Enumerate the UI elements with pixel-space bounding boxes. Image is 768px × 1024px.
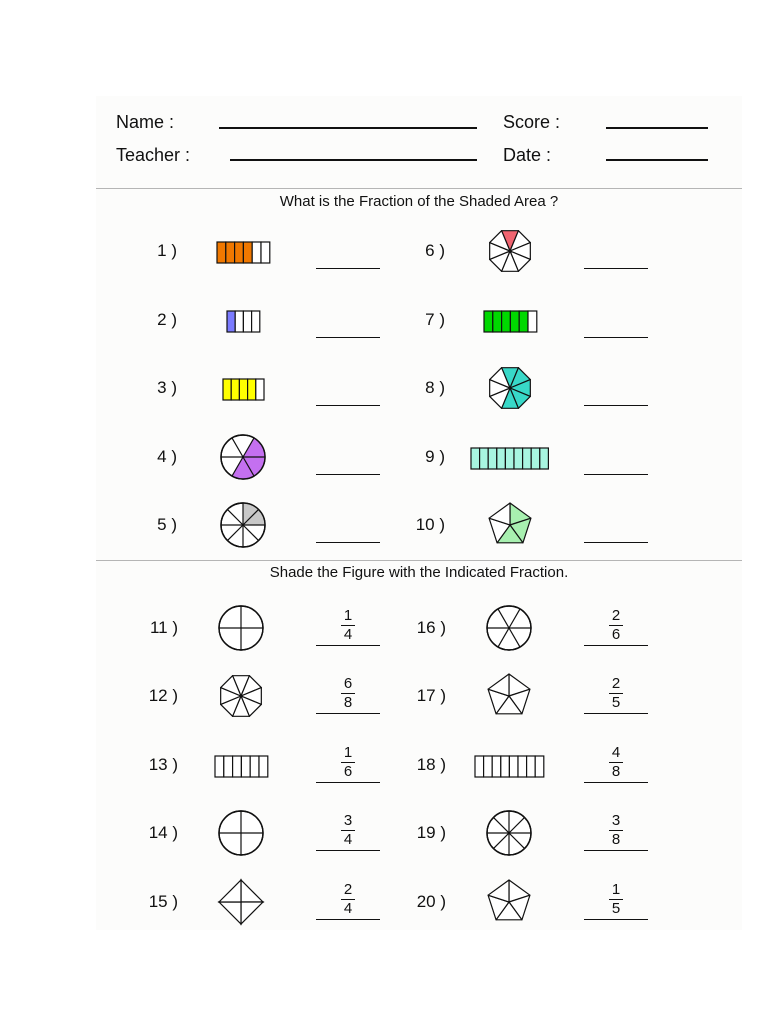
answer-blank[interactable]	[316, 268, 380, 269]
problem-number: 14 )	[148, 823, 178, 842]
problem-number: 6 )	[425, 241, 445, 260]
shaded-part[interactable]	[519, 311, 528, 332]
score-line[interactable]	[606, 127, 708, 129]
circle-figure-5[interactable]	[219, 501, 267, 549]
shaded-part[interactable]	[506, 448, 515, 469]
section2-divider	[96, 560, 742, 561]
section1-instruction: What is the Fraction of the Shaded Area ?	[279, 193, 559, 210]
unshaded-part[interactable]	[518, 756, 527, 777]
problem-number: 8 )	[425, 378, 445, 397]
fraction-numerator: 3	[343, 812, 353, 829]
shaded-part[interactable]	[484, 311, 493, 332]
fraction-numerator: 2	[611, 607, 621, 624]
problem-number: 18 )	[416, 755, 446, 774]
teacher-line[interactable]	[230, 159, 477, 161]
fraction-numerator: 4	[611, 744, 621, 761]
answer-blank[interactable]	[584, 405, 648, 406]
circle-figure-16[interactable]	[485, 604, 533, 652]
target-fraction	[316, 812, 380, 848]
fraction-denominator: 8	[611, 831, 621, 848]
shaded-part[interactable]	[223, 379, 231, 400]
unshaded-part[interactable]	[223, 756, 232, 777]
shaded-part[interactable]	[231, 379, 239, 400]
shaded-part[interactable]	[234, 242, 243, 263]
octagon-figure-12[interactable]	[217, 672, 265, 720]
target-fraction	[584, 675, 648, 711]
answer-blank[interactable]	[316, 542, 380, 543]
unshaded-part[interactable]	[509, 756, 518, 777]
fraction-denominator: 4	[343, 831, 353, 848]
bar-model-9[interactable]	[470, 447, 549, 470]
shaded-part[interactable]	[492, 311, 501, 332]
problem-number: 7 )	[425, 310, 445, 329]
target-fraction	[584, 744, 648, 780]
answer-blank[interactable]	[584, 268, 648, 269]
target-fraction	[316, 607, 380, 643]
problem-number: 11 )	[149, 618, 178, 637]
target-fraction	[584, 607, 648, 643]
answer-blank[interactable]	[316, 405, 380, 406]
unshaded-part[interactable]	[475, 756, 484, 777]
bar-model-1[interactable]	[216, 241, 271, 264]
problem-number: 20 )	[416, 892, 446, 911]
pentagon-figure-10[interactable]	[486, 501, 534, 549]
unshaded-part[interactable]	[232, 756, 241, 777]
bar-model-2[interactable]	[226, 310, 261, 333]
bar-model-18[interactable]	[474, 755, 545, 778]
fraction-denominator: 5	[611, 900, 621, 917]
shaded-part[interactable]	[510, 311, 519, 332]
shaded-part[interactable]	[227, 311, 235, 332]
shaded-part[interactable]	[225, 242, 234, 263]
pentagon-figure-20[interactable]	[485, 878, 533, 926]
fraction-denominator: 8	[343, 694, 353, 711]
fraction-denominator: 5	[611, 694, 621, 711]
answer-underline	[316, 645, 380, 646]
shaded-part[interactable]	[239, 379, 247, 400]
fraction-numerator: 3	[611, 812, 621, 829]
teacher-label: Teacher :	[116, 145, 191, 165]
answer-blank[interactable]	[316, 337, 380, 338]
answer-underline	[316, 919, 380, 920]
problem-number: 16 )	[416, 618, 446, 637]
unshaded-part[interactable]	[241, 902, 263, 924]
target-fraction	[584, 881, 648, 917]
problem-number: 15 )	[148, 892, 178, 911]
problem-number: 4 )	[157, 447, 177, 466]
unshaded-part[interactable]	[526, 756, 535, 777]
diamond-figure-15[interactable]	[217, 878, 265, 926]
fraction-denominator: 8	[611, 763, 621, 780]
score-label: Score :	[503, 112, 561, 132]
problem-number: 12 )	[148, 686, 178, 705]
unshaded-part[interactable]	[251, 311, 259, 332]
shaded-part[interactable]	[531, 448, 540, 469]
fraction-numerator: 2	[611, 675, 621, 692]
answer-blank[interactable]	[584, 542, 648, 543]
problem-number: 3 )	[157, 378, 177, 397]
octagon-figure-6[interactable]	[486, 227, 534, 275]
shaded-part[interactable]	[480, 448, 489, 469]
section1-divider	[96, 188, 742, 189]
unshaded-part[interactable]	[252, 242, 261, 263]
problem-number: 5 )	[157, 515, 177, 534]
bar-model-3[interactable]	[222, 378, 265, 401]
unshaded-part[interactable]	[250, 756, 259, 777]
unshaded-part[interactable]	[492, 756, 501, 777]
fraction-numerator: 6	[343, 675, 353, 692]
unshaded-part[interactable]	[235, 311, 243, 332]
circle-cross-figure-11[interactable]	[217, 604, 265, 652]
circle-cross-figure-14[interactable]	[217, 809, 265, 857]
shaded-part[interactable]	[497, 448, 506, 469]
bar-model-7[interactable]	[483, 310, 538, 333]
bar-model-13[interactable]	[214, 755, 269, 778]
target-fraction	[584, 812, 648, 848]
shaded-part[interactable]	[488, 448, 497, 469]
problem-number: 17 )	[416, 686, 446, 705]
shaded-part[interactable]	[501, 311, 510, 332]
octagon-figure-8[interactable]	[486, 364, 534, 412]
unshaded-part[interactable]	[528, 311, 537, 332]
unshaded-part[interactable]	[259, 756, 268, 777]
unshaded-part[interactable]	[500, 756, 509, 777]
target-fraction	[316, 881, 380, 917]
section2-instruction: Shade the Figure with the Indicated Fraction.	[269, 564, 569, 581]
worksheet-paper	[96, 96, 742, 930]
unshaded-part[interactable]	[241, 756, 250, 777]
fraction-denominator: 6	[611, 626, 621, 643]
problem-number: 1 )	[157, 241, 177, 260]
answer-blank[interactable]	[584, 337, 648, 338]
problem-number: 13 )	[148, 755, 178, 774]
fraction-denominator: 4	[343, 900, 353, 917]
unshaded-part[interactable]	[261, 242, 270, 263]
answer-underline	[584, 645, 648, 646]
name-line[interactable]	[219, 127, 477, 129]
circle-figure-4[interactable]	[219, 433, 267, 481]
unshaded-part[interactable]	[483, 756, 492, 777]
shaded-part[interactable]	[471, 448, 480, 469]
target-fraction	[316, 744, 380, 780]
fraction-numerator: 1	[611, 881, 621, 898]
unshaded-part[interactable]	[241, 880, 263, 902]
problem-number: 10 )	[415, 515, 445, 534]
date-label: Date :	[503, 145, 552, 165]
answer-underline	[316, 850, 380, 851]
fraction-denominator: 6	[343, 763, 353, 780]
pentagon-figure-17[interactable]	[485, 672, 533, 720]
unshaded-part[interactable]	[215, 756, 224, 777]
problem-number: 19 )	[416, 823, 446, 842]
unshaded-part[interactable]	[219, 902, 241, 924]
answer-blank[interactable]	[584, 474, 648, 475]
answer-underline	[584, 919, 648, 920]
shaded-part[interactable]	[243, 242, 252, 263]
date-line[interactable]	[606, 159, 708, 161]
problem-number: 9 )	[425, 447, 445, 466]
fraction-numerator: 1	[343, 744, 353, 761]
shaded-part[interactable]	[217, 242, 226, 263]
name-label: Name :	[116, 112, 175, 132]
unshaded-part[interactable]	[219, 880, 241, 902]
answer-underline	[316, 713, 380, 714]
shaded-part[interactable]	[523, 448, 532, 469]
target-fraction	[316, 675, 380, 711]
fraction-numerator: 1	[343, 607, 353, 624]
shaded-part[interactable]	[514, 448, 523, 469]
fraction-denominator: 4	[343, 626, 353, 643]
shaded-part[interactable]	[540, 448, 549, 469]
answer-underline	[316, 782, 380, 783]
answer-underline	[584, 713, 648, 714]
shaded-part[interactable]	[247, 379, 255, 400]
answer-blank[interactable]	[316, 474, 380, 475]
circle-figure-19[interactable]	[485, 809, 533, 857]
unshaded-part[interactable]	[255, 379, 263, 400]
unshaded-part[interactable]	[243, 311, 251, 332]
answer-underline	[584, 782, 648, 783]
answer-underline	[584, 850, 648, 851]
problem-number: 2 )	[157, 310, 177, 329]
unshaded-part[interactable]	[535, 756, 544, 777]
fraction-numerator: 2	[343, 881, 353, 898]
